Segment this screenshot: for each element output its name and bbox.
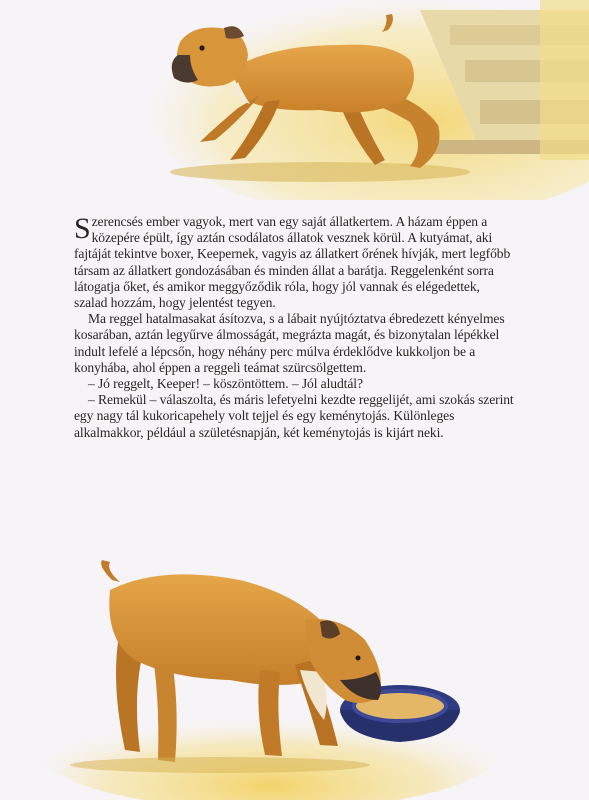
story-paragraph-2: Ma reggel hatalmasakat ásítozva, s a lábait nyújtóztatva ébredezett kényelmes kosarában, aztán legyűrve álmosságát, megrázta magát, és bizonytalan lépékkel indult lefelé a lépcsőn, hogy néhány perc múlva érdeklődve kukkoljon be a konyhába, ahol éppen a reggeli teámat szürcsölgettem. (74, 311, 505, 375)
story-dialogue-1: – Jó reggelt, Keeper! – köszöntöttem. – Jól aludtál? (88, 376, 363, 392)
story-text (74, 214, 514, 441)
story-dialogue-2: – Remekül – válaszolta, és máris lefetyelni kezdte reggelijét, ami szokás szerint egy nagy tál kukoricapehely volt tejjel és egy keménytojás. Különleges alkalmakkor, például a születésnapján, két keménytojás is kijárt neki. (74, 392, 514, 440)
boxer-on-stairs-illustration (120, 0, 589, 200)
boxer-eating-illustration (40, 560, 500, 800)
drop-cap: S (74, 212, 91, 245)
story-paragraph-1: Szerencsés ember vagyok, mert van egy saját állatkertem. A házam éppen a közepére épült, így aztán csodálatos állatok vesznek körül. A kutyámat, aki fajtáját tekintve boxer, Keepernek, vagyis az állatkert őrének hívják, mert legfőbb társam az állatkert gondozásában és minden állat a barátja. Reggelenként sorra látogatja őket, és amikor meggyőződik róla, hogy jól vannak és elégedettek, szalad hozzám, hogy jelentést tegyen. (74, 212, 511, 311)
